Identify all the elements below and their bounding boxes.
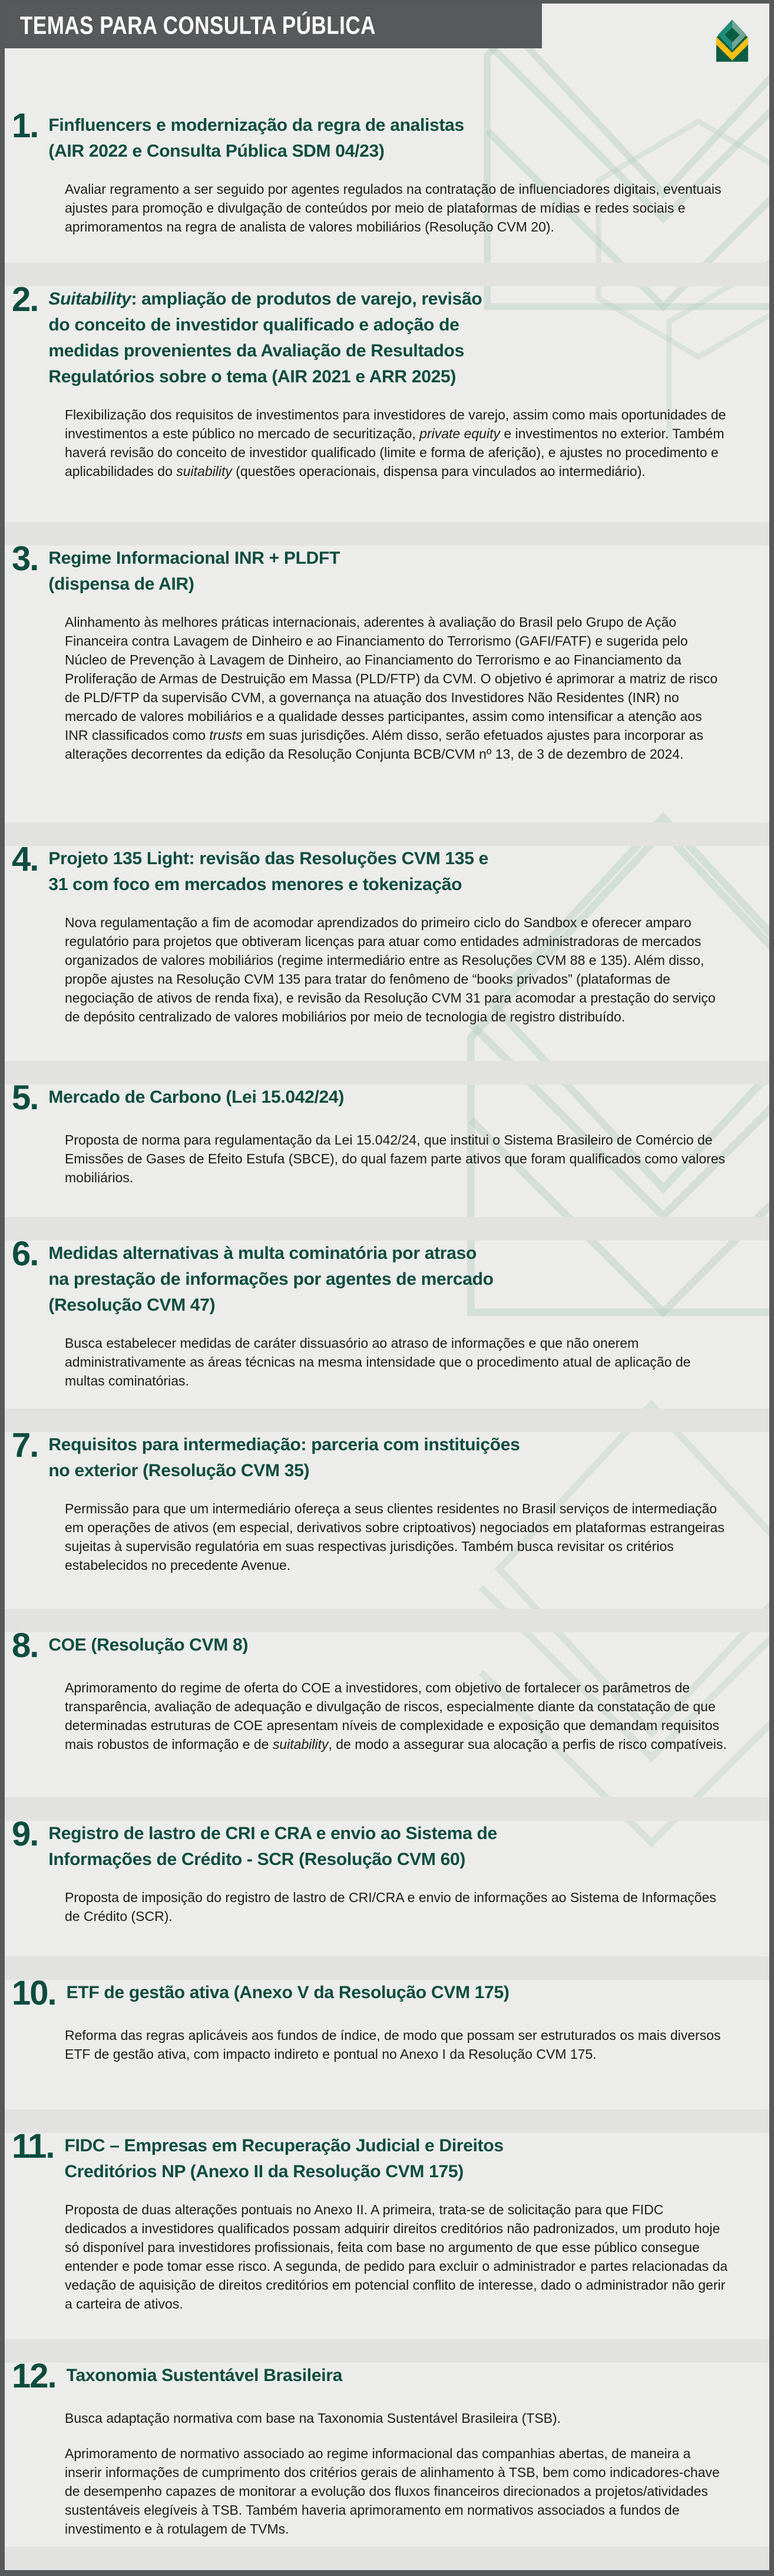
- section-divider: [5, 1797, 769, 1821]
- topic-body: Nova regulamentação a fim de acomodar aprendizados do primeiro ciclo do Sandbox e oferecer amparo regulatório para projetos que obtiveram licenças para atuar como entidades administradoras de mercados organizados de valores mobiliários (regime intermediário entre as Resoluções CVM 88 e 135). Além disso, propõe ajustes na Resolução CVM 135 para tratar do fenômeno de “books privados” (plataformas de negociação de ativos de renda fixa), e revisão da Resolução CVM 31 para acomodar a prestação do serviço de depósito centralizado de valores mobiliários por meio de tecnologia de registro distribuído.: [65, 915, 716, 1024]
- topic-number: 12.: [12, 2363, 56, 2395]
- section-divider: [5, 2109, 769, 2133]
- section-divider: [5, 1061, 769, 1084]
- topic-number: 4.: [12, 846, 38, 878]
- section-divider: [5, 522, 769, 545]
- topic-title: Suitability: ampliação de produtos de varejo, revisão do conceito de investidor qualificado e adoção de medidas provenientes da Avaliação de Resultados Regulatórios sobre o tema (AIR 2021 e ARR 2025): [48, 289, 482, 386]
- section-divider: [5, 1609, 769, 1632]
- topic-body: Aprimoramento do regime de oferta do COE a investidores, com objetivo de fortalecer os parâmetros de transparência, avaliação de adequação e divulgação de riscos, especialmente diante da constatação de que determinadas estruturas de COE apresentam níveis de complexidade e exposição que demandam requisitos mais robustos de informação e de suitability, de modo a assegurar sua alocação a perfis de risco compatíveis.: [65, 1680, 727, 1752]
- topic-body: Busca estabelecer medidas de caráter dissuasório ao atraso de informações e que não onerem administrativamente as áreas técnicas na mesma intensidade que o procedimento atual de aplicação de multas cominatórias.: [65, 1335, 691, 1388]
- topic-item-1: [5, 113, 769, 263]
- topic-number: 1.: [12, 113, 38, 145]
- topic-body: Reforma das regras aplicáveis aos fundos de índice, de modo que possam ser estruturados os mais diversos ETF de gestão ativa, com impacto indireto e pontual no Anexo I da Resolução CVM 175.: [65, 2028, 721, 2062]
- topic-body: Alinhamento às melhores práticas internacionais, aderentes à avaliação do Brasil pelo Grupo de Ação Financeira contra Lavagem de Dinheiro e ao Financiamento do Terrorismo (GAFI/FATF) e sugerida pelo Núcleo de Prevenção à Lavagem de Dinheiro, ao Financiamento do Terrorismo e ao Financiamento da Proliferação de Armas de Destruição em Massa (PLD/FTP) da CVM. O objetivo é aprimorar a matriz de risco de PLD/FTP da supervisão CVM, a governança na atuação dos Investidores Não Residentes (INR) no mercado de valores mobiliários e a qualidade desses participantes, assim como intensificar a atenção aos INR classificados como trusts em suas jurisdições. Além disso, serão efetuados ajustes para incorporar as alterações decorrentes da edição da Resolução Conjunta BCB/CVM nº 13, de 3 de dezembro de 2024.: [65, 614, 718, 762]
- topic-item-9: [5, 1821, 769, 1956]
- topic-title: Mercado de Carbono (Lei 15.042/24): [48, 1087, 345, 1107]
- section-divider: [5, 1217, 769, 1241]
- topic-title: Regime Informacional INR + PLDFT (dispensa de AIR): [48, 548, 340, 594]
- topic-body: Busca adaptação normativa com base na Taxonomia Sustentável Brasileira (TSB). Aprimoramento de normativo associado ao regime informacional das companhias abertas, de maneira a inserir informações de cumprimento dos critérios gerais de alinhamento à TSB, bem como indicadores-chave de desempenho capazes de monitorar a evolução dos fluxos financeiros direcionados a projetos/atividades sustentáveis elegíveis à TSB. Também haveria aprimoramento em normativos associados a fundos de investimento e à rotulagem de TVMs.: [65, 2410, 720, 2537]
- topic-title: ETF de gestão ativa (Anexo V da Resolução CVM 175): [66, 1983, 510, 2002]
- topic-item-8: [5, 1632, 769, 1797]
- topic-number: 5.: [12, 1084, 38, 1117]
- topic-number: 7.: [12, 1432, 38, 1464]
- section-divider: [5, 1408, 769, 1432]
- topic-body: Permissão para que um intermediário ofereça a seus clientes residentes no Brasil serviços de intermediação em operações de ativos (em especial, derivativos sobre criptoativos) negociados em plataformas estrangeiras sujeitas à supervisão regulatória em suas respectivas jurisdições. Também busca revisitar os critérios estabelecidos no precedente Avenue.: [65, 1501, 725, 1573]
- topic-number: 3.: [12, 545, 38, 578]
- header-banner: [5, 4, 542, 48]
- topic-item-10: [5, 1980, 769, 2109]
- topic-number: 10.: [12, 1980, 56, 2012]
- topic-item-12: [5, 2363, 769, 2547]
- page-title: TEMAS PARA CONSULTA PÚBLICA: [20, 11, 376, 40]
- topic-item-7: [5, 1432, 769, 1609]
- topic-body: Avaliar regramento a ser seguido por agentes regulados na contratação de influenciadores digitais, eventuais ajustes para promoção e divulgação de conteúdos por meio de plataformas de mídias e redes sociais e aprimoramentos na regra de analista de valores mobiliários (Resolução CVM 20).: [65, 181, 722, 234]
- topic-title: FIDC – Empresas em Recuperação Judicial e Direitos Creditórios NP (Anexo II da Resolução CVM 175): [64, 2136, 504, 2181]
- topic-title: Medidas alternativas à multa cominatória por atraso na prestação de informações por agentes de mercado (Resolução CVM 47): [48, 1244, 494, 1315]
- topic-title: Finfluencers e modernização da regra de analistas (AIR 2022 e Consulta Pública SDM 04/23): [48, 115, 464, 161]
- topic-title: Taxonomia Sustentável Brasileira: [66, 2366, 343, 2385]
- topic-title: COE (Resolução CVM 8): [48, 1635, 249, 1655]
- section-divider: [5, 263, 769, 286]
- topic-body: Flexibilização dos requisitos de investimentos para investidores de varejo, assim como mais oportunidades de investimentos a este público no mercado de securitização, private equity e investimentos no exterior. Também haverá revisão do conceito de investidor qualificado (limite e forma de aferição), e ajustes no procedimento e aplicabilidades do suitability (questões operacionais, dispensa para vinculados ao intermediário).: [65, 407, 726, 479]
- topic-number: 11.: [12, 2133, 54, 2165]
- topic-item-5: [5, 1084, 769, 1217]
- topic-item-4: [5, 846, 769, 1061]
- topic-number: 2.: [12, 286, 38, 319]
- topics-list: [5, 4, 769, 2570]
- topic-item-6: [5, 1241, 769, 1408]
- topic-number: 8.: [12, 1632, 38, 1665]
- topic-item-11: [5, 2133, 769, 2339]
- section-divider: [5, 2547, 769, 2570]
- topic-title: Registro de lastro de CRI e CRA e envio ao Sistema de Informações de Crédito - SCR (Resolução CVM 60): [48, 1824, 497, 1869]
- topic-item-2: [5, 286, 769, 522]
- cvm-logo-icon: [715, 16, 749, 62]
- topic-title: Requisitos para intermediação: parceria com instituições no exterior (Resolução CVM 35): [48, 1435, 520, 1480]
- topic-body: Proposta de norma para regulamentação da Lei 15.042/24, que institui o Sistema Brasileiro de Comércio de Emissões de Gases de Efeito Estufa (SBCE), do qual fazem parte ativos que foram qualificados como valores mobiliários.: [65, 1132, 726, 1185]
- topic-body: Proposta de duas alterações pontuais no Anexo II. A primeira, trata-se de solicitação para que FIDC dedicados a investidores qualificados possam adquirir direitos creditórios não padronizados, um produto hoje só disponível para investidores profissionais, feita com base no argumento de que esse público consegue entender e pode tomar esse risco. A segunda, de pedido para excluir o administrador e partes relacionadas da vedação de aquisição de direitos creditórios em potencial conflito de interesse, dado o administrador não gerir a carteira de ativos.: [65, 2202, 728, 2312]
- topic-title: Projeto 135 Light: revisão das Resoluções CVM 135 e 31 com foco em mercados menores e tokenização: [48, 849, 489, 894]
- section-divider: [5, 2339, 769, 2363]
- topic-number: 6.: [12, 1241, 38, 1273]
- topic-number: 9.: [12, 1821, 38, 1853]
- section-divider: [5, 1956, 769, 1980]
- topic-item-3: [5, 545, 769, 822]
- section-divider: [5, 822, 769, 846]
- topic-body: Proposta de imposição do registro de lastro de CRI/CRA e envio de informações ao Sistema de Informações de Crédito (SCR).: [65, 1890, 716, 1924]
